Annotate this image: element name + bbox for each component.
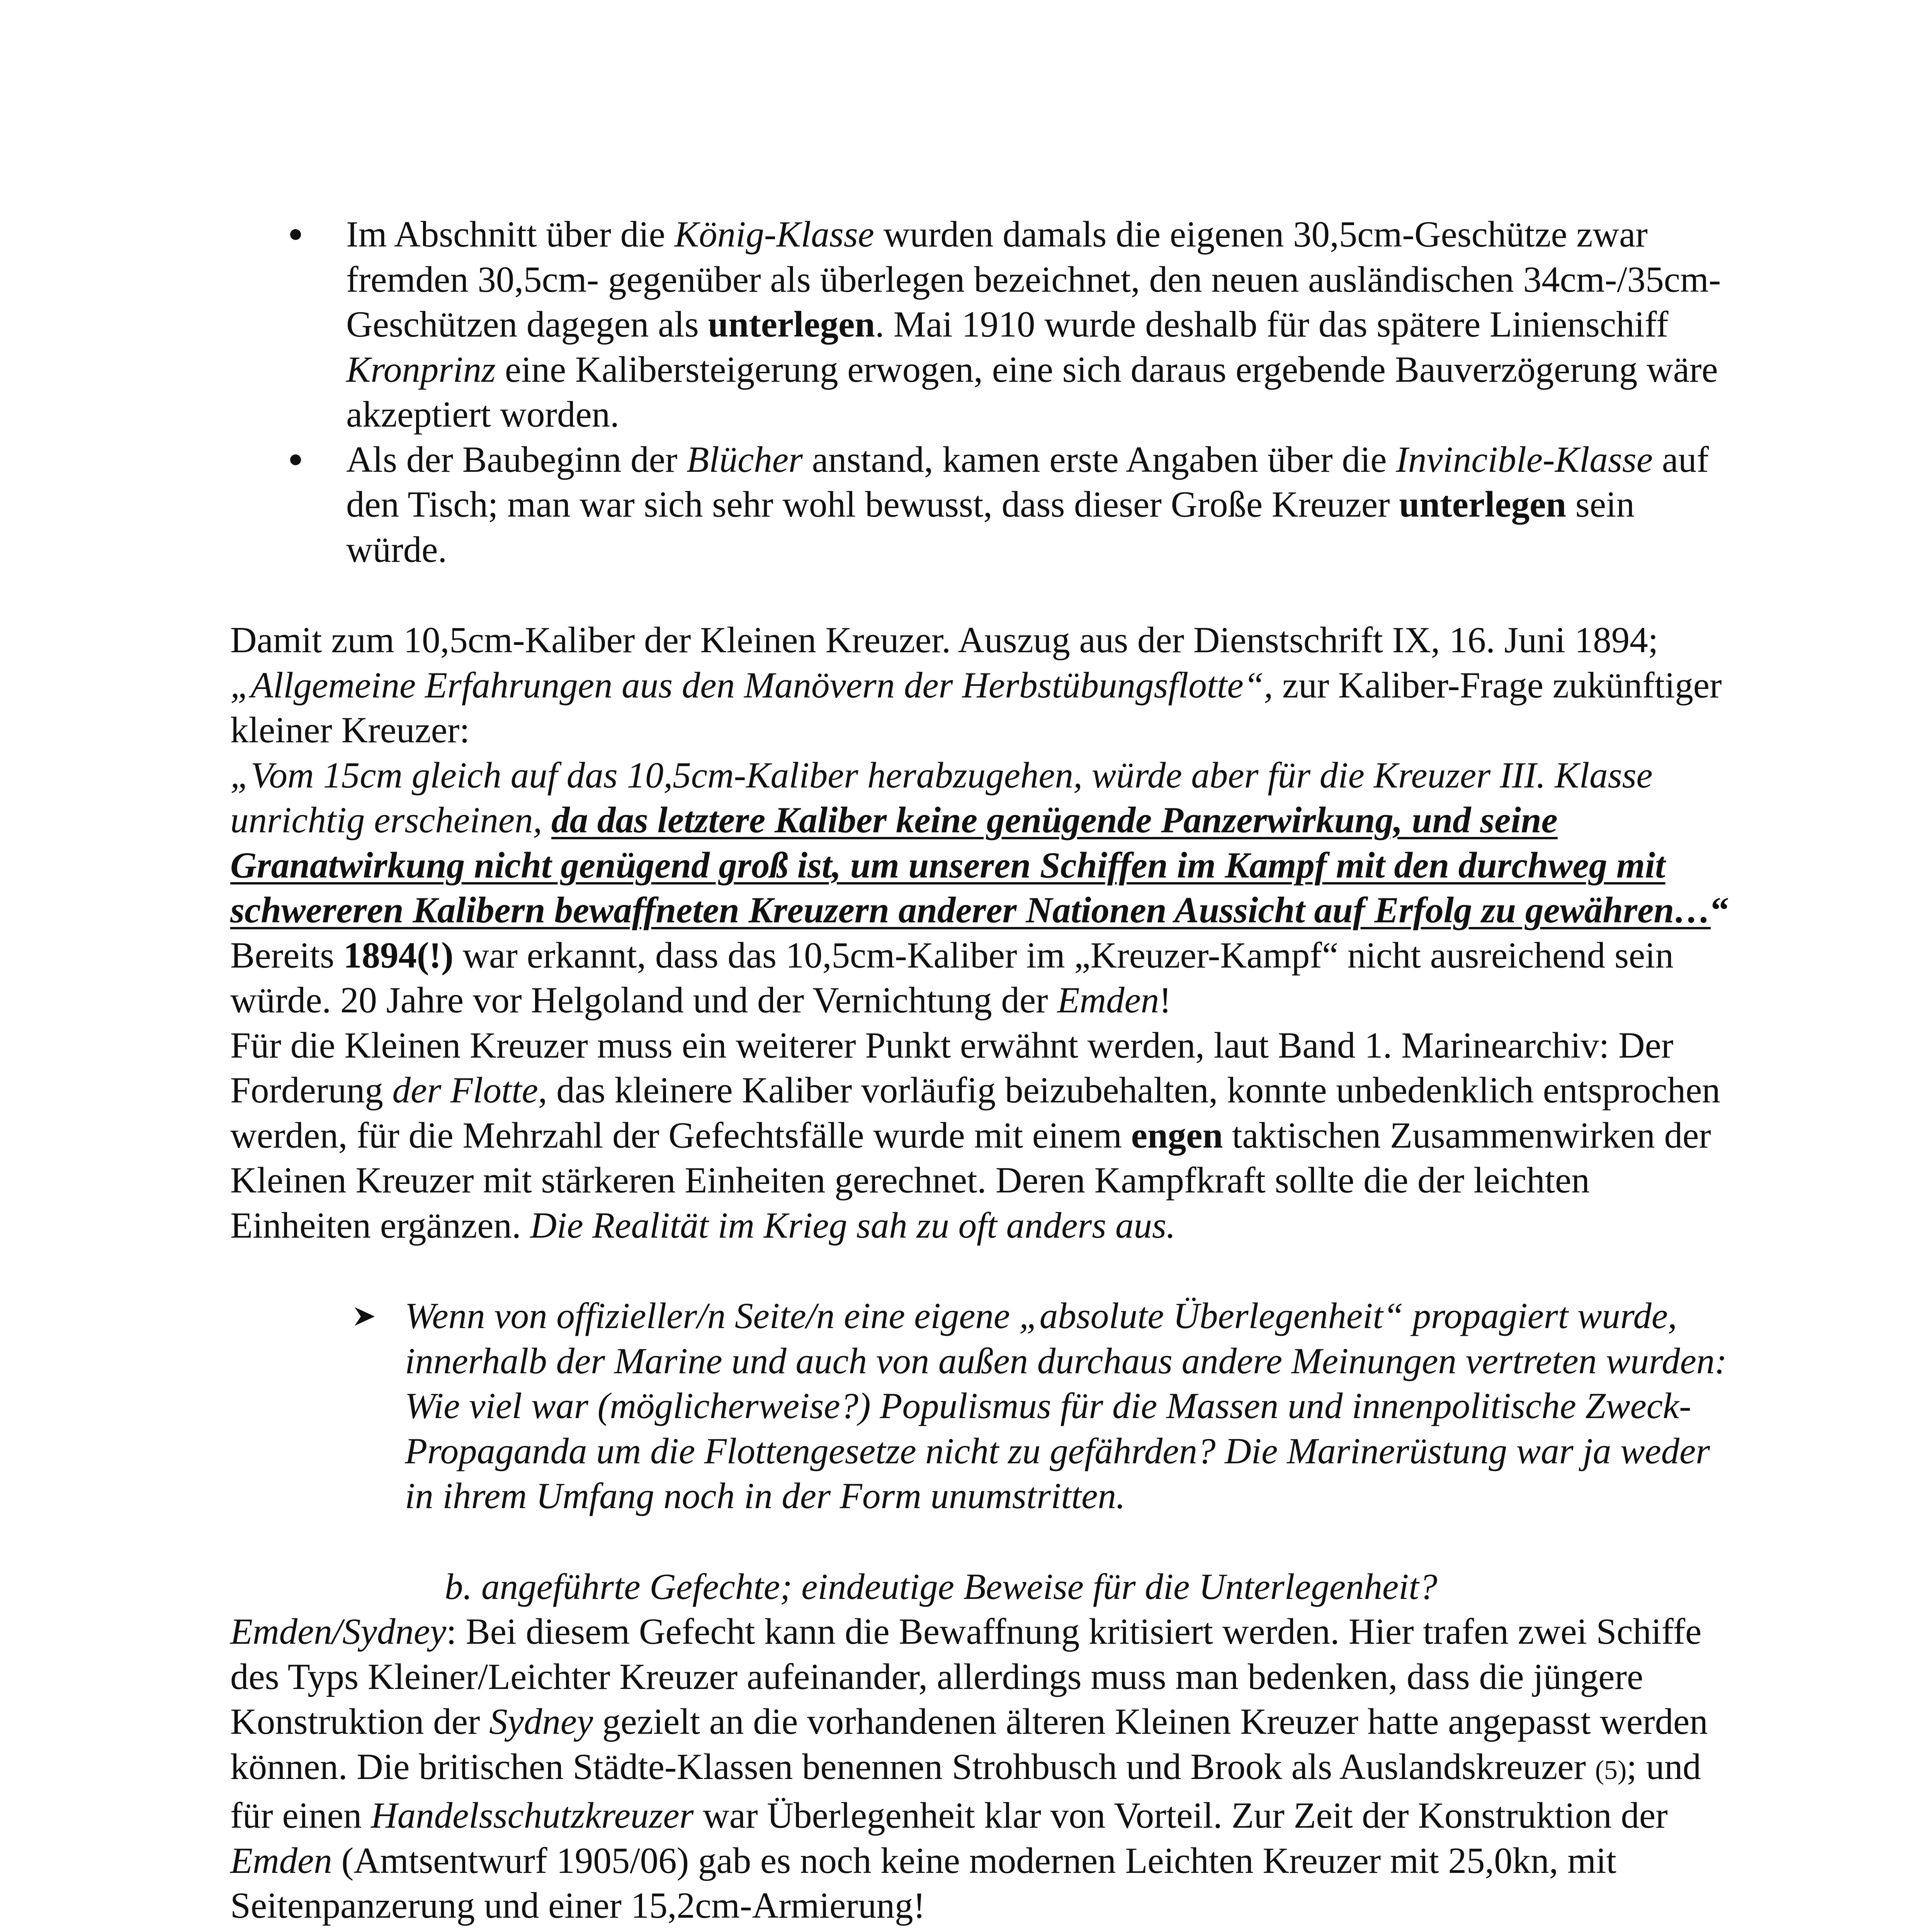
paragraph-dienstschrift bbox=[230, 617, 1737, 753]
footnote-reference: (5) bbox=[1595, 1755, 1627, 1785]
section-heading: b. angeführte Gefechte; eindeutige Beweise für die Unterlegenheit? bbox=[445, 1566, 1438, 1607]
quote-paragraph bbox=[230, 753, 1737, 933]
text-run: Bereits bbox=[230, 934, 343, 976]
text-run: gezielt an die vorhandenen älteren Kleinen Kreuzer hatte angepasst werden können. Die britischen Städte-Klassen benennen Strohbusch und Brook als Auslandskreuzer bbox=[230, 1701, 1708, 1787]
italic-run: Blücher bbox=[687, 439, 803, 480]
text-run: auf den Tisch; man war sich sehr wohl bewusst, dass dieser Große Kreuzer bbox=[346, 439, 1709, 525]
italic-run: Emden bbox=[1057, 980, 1159, 1020]
text-run: Als der Baubeginn der bbox=[346, 439, 687, 480]
text-run: (Amtsentwurf 1905/06) gab es noch keine modernen Leichten Kreuzer mit 25,0kn, mit Seitenpanzerung und einer 15,2cm-Armierung! bbox=[230, 1840, 1616, 1926]
arrow-bullet-item bbox=[230, 1293, 1737, 1519]
text-run: sein würde. bbox=[346, 484, 1635, 570]
bold-run: engen bbox=[1131, 1114, 1223, 1156]
page-content bbox=[230, 212, 1737, 1928]
closing-quote: “ bbox=[1711, 889, 1729, 930]
text-run: : Bei diesem Gefecht kann die Bewaffnung kritisiert werden. Hier trafen zwei Schiffe des Typs Kleiner/Leichter Kreuzer aufeinander, allerdings muss man bedenken, dass die jüngere Konstruktion der bbox=[230, 1611, 1702, 1742]
bold-underlined-run: da das letztere Kaliber keine genügende Panzerwirkung, und seine Granatwirkung nicht genügend groß ist, um unseren Schiffen im Kampf mit den durchweg mit schwereren Kalibern bewaffneten Kreuzern anderer Nationen Aussicht auf Erfolg zu gewähren… bbox=[230, 799, 1711, 930]
text-run: ! bbox=[1159, 980, 1171, 1020]
bullet-list bbox=[230, 212, 1737, 572]
bold-run: unterlegen bbox=[1399, 484, 1567, 525]
text-run: zur Kaliber-Frage zukünftiger kleiner Kreuzer: bbox=[230, 664, 1722, 750]
italic-run: der Flotte bbox=[392, 1070, 538, 1111]
italic-run: Invincible-Klasse bbox=[1396, 439, 1653, 480]
bold-run: 1894(!) bbox=[343, 934, 454, 976]
italic-run: Die Realität im Krieg sah zu oft anders aus. bbox=[530, 1204, 1176, 1246]
paragraph-1894 bbox=[230, 933, 1737, 1023]
spacer bbox=[230, 1519, 1737, 1564]
italic-run: „Allgemeine Erfahrungen aus den Manövern der Herbstübungsflotte“, bbox=[230, 664, 1273, 706]
italic-run: „Vom 15cm gleich auf das 10,5cm-Kaliber herabzugehen, würde aber für die Kreuzer III. Klasse unrichtig erscheinen, bbox=[230, 754, 1653, 840]
text-run: taktischen Zusammenwirken der Kleinen Kreuzer mit stärkeren Einheiten gerechnet. Deren Kampfkraft sollte die der leichten Einheiten ergänzen. bbox=[230, 1114, 1711, 1246]
arrow-bullet-text: Wenn von offizieller/n Seite/n eine eigene „absolute Überlegenheit“ propagiert wurde, innerhalb der Marine und auch von außen durchaus andere Meinungen vertreten wurden: Wie viel war (möglicherweise?) Populismus für die Massen und innenpolitische Zweck-Propaganda um die Flottengesetze nicht zu gefährden? Die Marinerüstung war ja weder in ihrem Umfang noch in der Form unumstritten. bbox=[405, 1295, 1727, 1516]
text-run: anstand, kamen erste Angaben über die bbox=[802, 439, 1396, 480]
spacer bbox=[230, 572, 1737, 617]
text-run: ; und für einen bbox=[230, 1746, 1701, 1836]
text-run: Für die Kleinen Kreuzer muss ein weiterer Punkt erwähnt werden, laut Band 1. Marinearchiv: Der Forderung bbox=[230, 1024, 1674, 1111]
text-run: Damit zum 10,5cm-Kaliber der Kleinen Kreuzer. Auszug aus der Dienstschrift IX, 16. Juni 1894; bbox=[230, 619, 1659, 660]
bullet-item-bluecher bbox=[230, 437, 1737, 572]
text-run: war Überlegenheit klar von Vorteil. Zur Zeit der Konstruktion der bbox=[693, 1795, 1668, 1836]
bullet-dot-icon bbox=[290, 454, 301, 465]
italic-run: Handelsschutzkreuzer bbox=[371, 1795, 694, 1836]
text-run: , das kleinere Kaliber vorläufig beizubehalten, konnte unbedenklich entsprochen werden, für die Mehrzahl der Gefechtsfälle wurde mit einem bbox=[230, 1070, 1720, 1156]
spacer bbox=[230, 1248, 1737, 1293]
text-run: . Mai 1910 wurde deshalb für das spätere Linienschiff bbox=[875, 304, 1669, 345]
paragraph-marinearchiv bbox=[230, 1023, 1737, 1248]
italic-run: Emden bbox=[230, 1840, 332, 1881]
text-run: Im Abschnitt über die bbox=[346, 214, 675, 255]
italic-run: Sydney bbox=[489, 1701, 593, 1742]
italic-run: König-Klasse bbox=[674, 214, 874, 255]
bullet-item-koenig-klasse bbox=[230, 212, 1737, 437]
text-run: wurden damals die eigenen 30,5cm-Geschütze zwar fremden 30,5cm- gegenüber als überlegen bezeichnet, den neuen ausländischen 34cm-/35cm-Geschützen dagegen als bbox=[346, 214, 1721, 345]
bold-run: unterlegen bbox=[708, 304, 875, 345]
bullet-dot-icon bbox=[290, 229, 301, 240]
text-run: war erkannt, dass das 10,5cm-Kaliber im „Kreuzer-Kampf“ nicht ausreichend sein würde. 20 Jahre vor Helgoland und der Vernichtung der bbox=[230, 934, 1674, 1020]
arrowhead-bullet-icon bbox=[353, 1305, 376, 1328]
italic-run: Emden/Sydney bbox=[230, 1611, 447, 1652]
italic-run: Kronprinz bbox=[346, 349, 496, 390]
text-run: eine Kalibersteigerung erwogen, eine sich daraus ergebende Bauverzögerung wäre akzeptiert worden. bbox=[346, 349, 1718, 435]
paragraph-emden-sydney bbox=[230, 1609, 1737, 1928]
